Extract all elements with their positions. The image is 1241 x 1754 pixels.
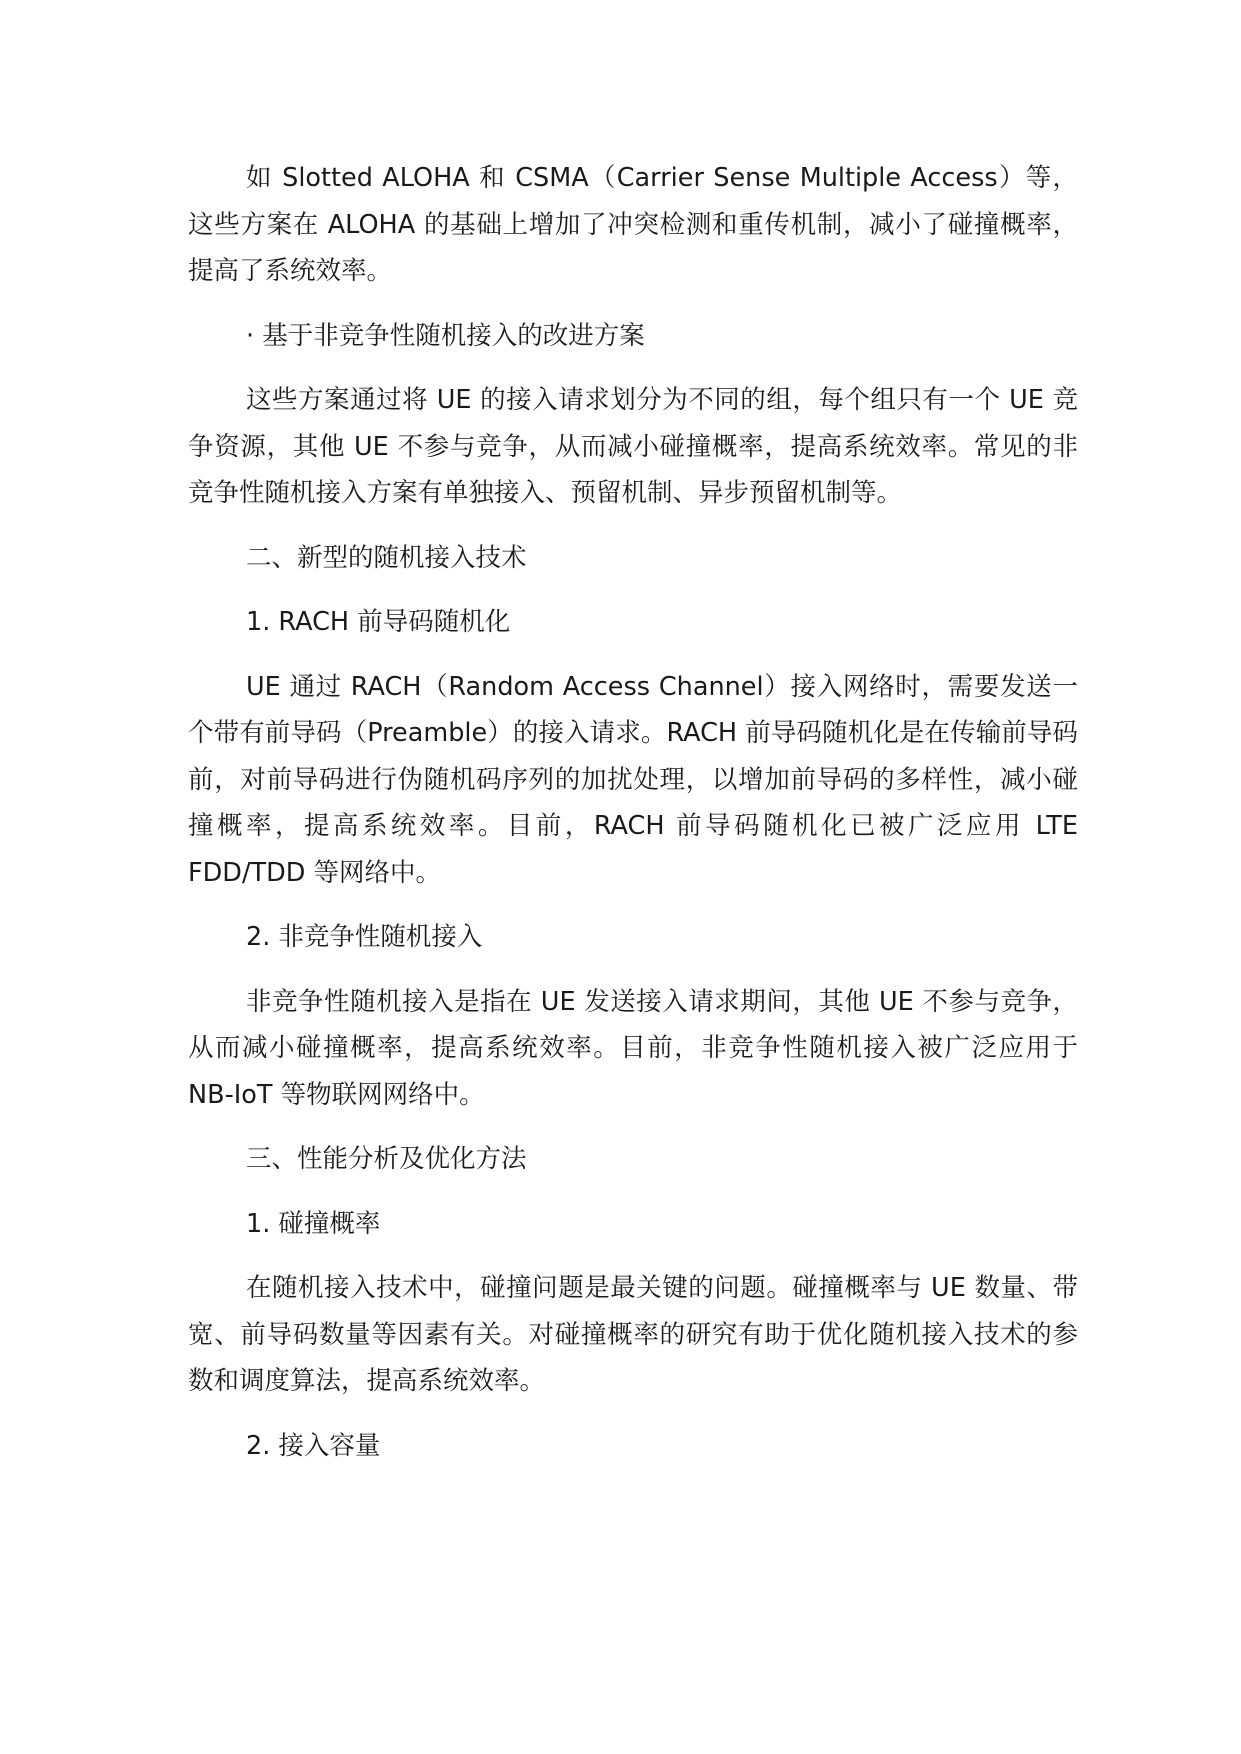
subheading-collision-probability: 1. 碰撞概率 xyxy=(246,1208,381,1239)
paragraph-noncontention-schemes: 这些方案通过将 UE 的接入请求划分为不同的组，每个组只有一个 UE 竞争资源，其他 UE 不参与竞争，从而减小碰撞概率，提高系统效率。常见的非竞争性随机接入方案有单独接入、预留机制、异步预留机制等。 xyxy=(188,385,1078,508)
paragraph-noncontention-access: 非竞争性随机接入是指在 UE 发送接入请求期间，其他 UE 不参与竞争，从而减小碰撞概率，提高系统效率。目前，非竞争性随机接入被广泛应用于 NB-IoT 等物联网网络中。 xyxy=(188,986,1078,1110)
section-heading-performance-analysis: 三、性能分析及优化方法 xyxy=(246,1144,527,1174)
paragraph-collision-probability: 在随机接入技术中，碰撞问题是最关键的问题。碰撞概率与 UE 数量、带宽、前导码数量等因素有关。对碰撞概率的研究有助于优化随机接入技术的参数和调度算法，提高系统效率。 xyxy=(188,1273,1078,1396)
bullet-heading-noncontention-improvement: · 基于非竞争性随机接入的改进方案 xyxy=(246,320,645,351)
subheading-rach-preamble-randomization: 1. RACH 前导码随机化 xyxy=(246,607,511,637)
paragraph-csma-intro: 如 Slotted ALOHA 和 CSMA（Carrier Sense Multiple Access）等，这些方案在 ALOHA 的基础上增加了冲突检测和重传机制，减小了碰撞概率，提高了系统效率。 xyxy=(188,163,1078,286)
document-body xyxy=(188,155,1078,1487)
subheading-access-capacity: 2. 接入容量 xyxy=(246,1430,381,1461)
subheading-noncontention-access: 2. 非竞争性随机接入 xyxy=(246,922,483,952)
paragraph-rach-preamble: UE 通过 RACH（Random Access Channel）接入网络时，需要发送一个带有前导码（Preamble）的接入请求。RACH 前导码随机化是在传输前导码前，对前导码进行伪随机码序列的加扰处理，以增加前导码的多样性，减小碰撞概率，提高系统效率。目前，RACH 前导码随机化已被广泛应用 LTE FDD/TDD 等网络中。 xyxy=(188,671,1078,888)
section-heading-new-random-access: 二、新型的随机接入技术 xyxy=(246,542,527,573)
